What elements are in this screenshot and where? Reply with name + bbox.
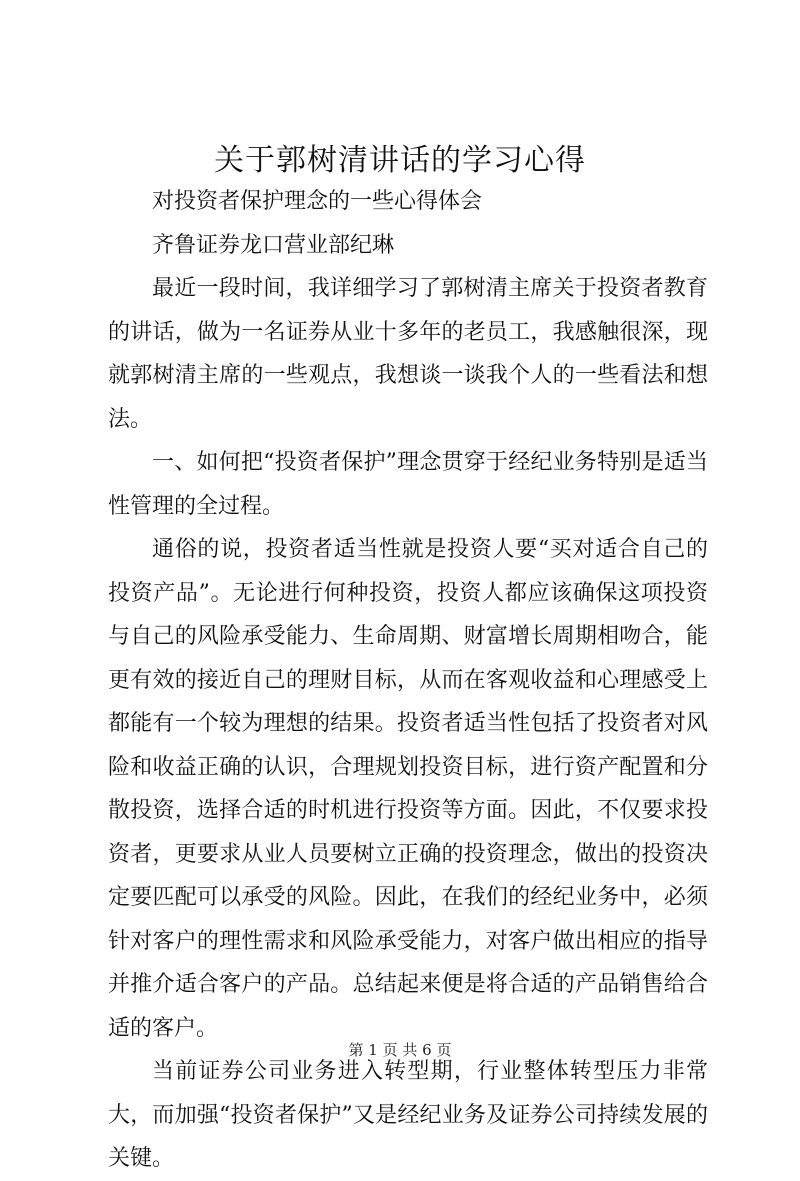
- section-heading-paragraph: 一、如何把“投资者保护”理念贯穿于经纪业务特别是适当性管理的全过程。: [108, 450, 708, 519]
- body-paragraph: 当前证券公司业务进入转型期，行业整体转型压力非常大，而加强“投资者保护”又是经纪业务及证券公司持续发展的关键。: [108, 1059, 708, 1171]
- body-paragraph: 通俗的说，投资者适当性就是投资人要“买对适合自己的投资产品”。无论进行何种投资，投资人都应该确保这项投资与自己的风险承受能力、生命周期、财富增长周期相吻合，能更有效的接近自己的理财目标，从而在客观收益和心理感受上都能有一个较为理想的结果。投资者适当性包括了投资者对风险和收益正确的认识，合理规划投资目标，进行资产配置和分散投资，选择合适的时机进行投资等方面。因此，不仅要求投资者，更要求从业人员要树立正确的投资理念，做出的投资决定要匹配可以承受的风险。因此，在我们的经纪业务中，必须针对客户的理性需求和风险承受能力，对客户做出相应的指导并推介适合客户的产品。总结起来便是将合适的产品销售给合适的客户。: [108, 537, 708, 1041]
- author-paragraph: 齐鲁证券龙口营业部纪琳: [152, 232, 395, 258]
- subtitle-paragraph: 对投资者保护理念的一些心得体会: [152, 189, 483, 214]
- page-number-footer: 第 1 页 共 6 页: [348, 1041, 452, 1059]
- document-body: [108, 180, 708, 1181]
- document-title: 关于郭树清讲话的学习心得: [214, 143, 586, 178]
- body-paragraph: 最近一段时间，我详细学习了郭树清主席关于投资者教育的讲话，做为一名证券从业十多年的老员工，我感触很深，现就郭树清主席的一些观点，我想谈一谈我个人的一些看法和想法。: [108, 276, 708, 432]
